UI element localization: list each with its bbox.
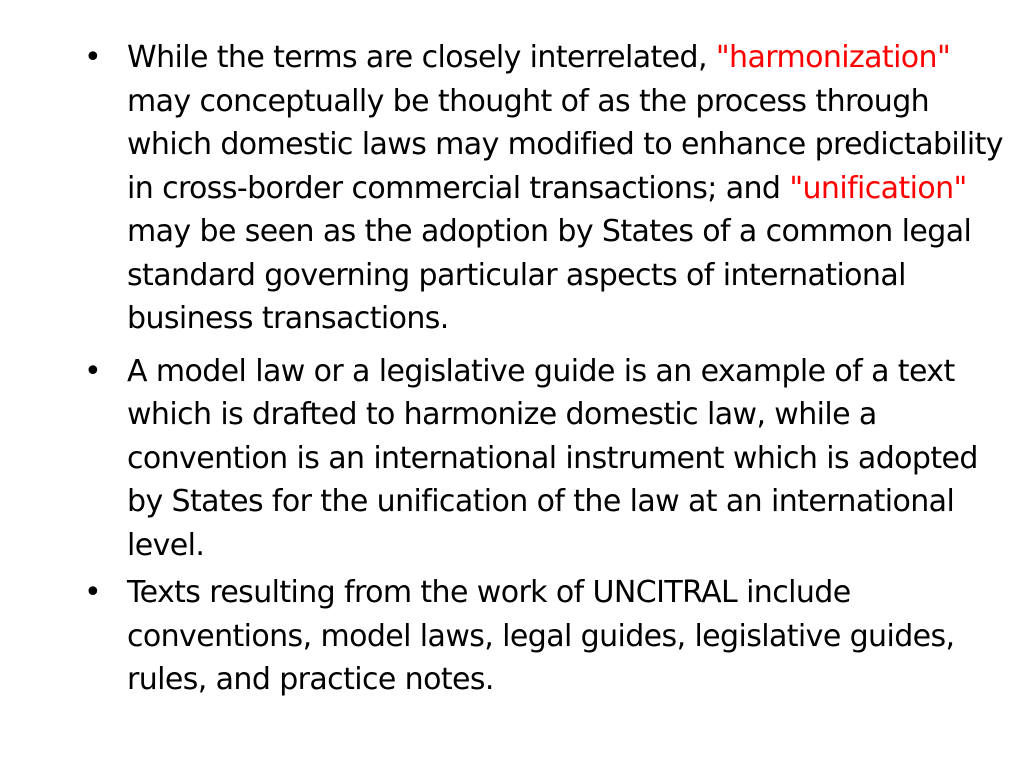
bullet-text-segment: may be seen as the adoption by States of a common legal standard governing particular aspects of international business transactions. [127, 214, 972, 336]
bullet-text-segment: may conceptually be thought of as the process through which domestic laws may modified to enhance predictability in cross-border commercial transactions; and [127, 83, 1003, 206]
bullet-text: A model law or a legislative guide is an example of a text which is drafted to harmonize domestic law, while a convention is an international instrument which is adopted by States for the unification of the law at an international level. [127, 353, 978, 563]
bullet-list [84, 36, 1004, 708]
bullet-text: Texts resulting from the work of UNCITRAL include conventions, model laws, legal guides, legislative guides, rules, and practice notes. [127, 575, 955, 697]
bullet-item-uncitral-texts [84, 571, 1004, 702]
bullet-icon: • [84, 575, 102, 610]
bullet-icon: • [84, 353, 102, 389]
highlighted-term-unification: "unification" [789, 170, 967, 206]
bullet-icon: • [84, 40, 102, 75]
highlighted-term-harmonization: "harmonization" [715, 40, 951, 75]
bullet-item-harmonization-unification [84, 36, 1004, 341]
bullet-text-segment: While the terms are closely interrelated, [127, 40, 716, 75]
bullet-item-model-law [84, 350, 1004, 568]
